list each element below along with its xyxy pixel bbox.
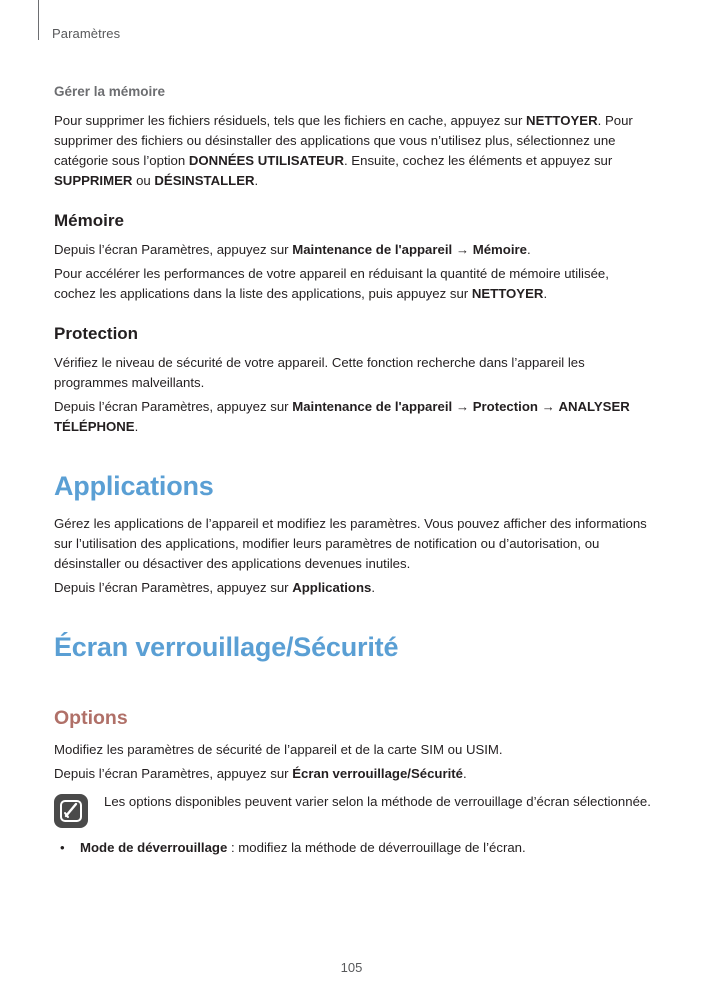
bullet-text: Mode de déverrouillage : modifiez la méthode de déverrouillage de l’écran. <box>80 840 526 855</box>
bullet-item-unlock-mode <box>54 838 654 858</box>
applications-path-paragraph: Depuis l’écran Paramètres, appuyez sur Applications. <box>54 580 376 595</box>
memoire-heading: Mémoire <box>54 211 124 230</box>
options-path-paragraph: Depuis l’écran Paramètres, appuyez sur Écran verrouillage/Sécurité. <box>54 766 467 781</box>
desinstaller-label: DÉSINSTALLER <box>154 173 255 188</box>
header-margin-rule <box>38 0 39 40</box>
nettoyer-label: NETTOYER <box>526 113 598 128</box>
donnees-utilisateur-label: DONNÉES UTILISATEUR <box>188 153 344 168</box>
protection-path-paragraph: Depuis l’écran Paramètres, appuyez sur Maintenance de l'appareil → Protection → ANALYSER TÉLÉPHONE. <box>54 399 630 434</box>
options-heading: Options <box>54 707 128 729</box>
memory-manage-paragraph: Pour supprimer les fichiers résiduels, tels que les fichiers en cache, appuyez sur NETTOYER. Pour supprimer des fichiers ou désinstaller des applications que vous n’utilisez plus, sélectionnez une catégorie sous l’option DONNÉES UTILISATEUR. Ensuite, cochez les éléments et appuyez sur SUPPRIMER ou DÉSINSTALLER. <box>54 113 633 188</box>
page-content <box>54 84 654 858</box>
applications-chapter-title: Applications <box>54 471 214 501</box>
memoire-path-paragraph: Depuis l’écran Paramètres, appuyez sur Maintenance de l'appareil → Mémoire. <box>54 242 531 257</box>
note-box <box>54 792 654 828</box>
supprimer-label: SUPPRIMER <box>54 173 133 188</box>
running-header: Paramètres <box>52 26 121 41</box>
protection-description-paragraph: Vérifiez le niveau de sécurité de votre appareil. Cette fonction recherche dans l’appareil les programmes malveillants. <box>54 355 585 390</box>
memory-manage-heading: Gérer la mémoire <box>54 84 166 99</box>
options-description-paragraph: Modifiez les paramètres de sécurité de l’appareil et de la carte SIM ou USIM. <box>54 742 503 757</box>
page-number: 105 <box>340 960 363 975</box>
note-pencil-icon <box>54 794 88 828</box>
lockscreen-chapter-title: Écran verrouillage/Sécurité <box>54 632 399 662</box>
protection-heading: Protection <box>54 324 139 343</box>
applications-description-paragraph: Gérez les applications de l’appareil et modifiez les paramètres. Vous pouvez afficher des informations sur l’utilisation des applications, modifier leurs paramètres de notification ou d’autorisation, ou désinstaller ou désactiver des applications devenues inutiles. <box>54 516 647 571</box>
bullet-dot: • <box>60 840 65 855</box>
memoire-description-paragraph: Pour accélérer les performances de votre appareil en réduisant la quantité de mémoire utilisée, cochez les applications dans la liste des applications, puis appuyez sur NETTOYER. <box>54 266 609 301</box>
note-text: Les options disponibles peuvent varier selon la méthode de verrouillage d’écran sélectionnée. <box>104 794 651 809</box>
